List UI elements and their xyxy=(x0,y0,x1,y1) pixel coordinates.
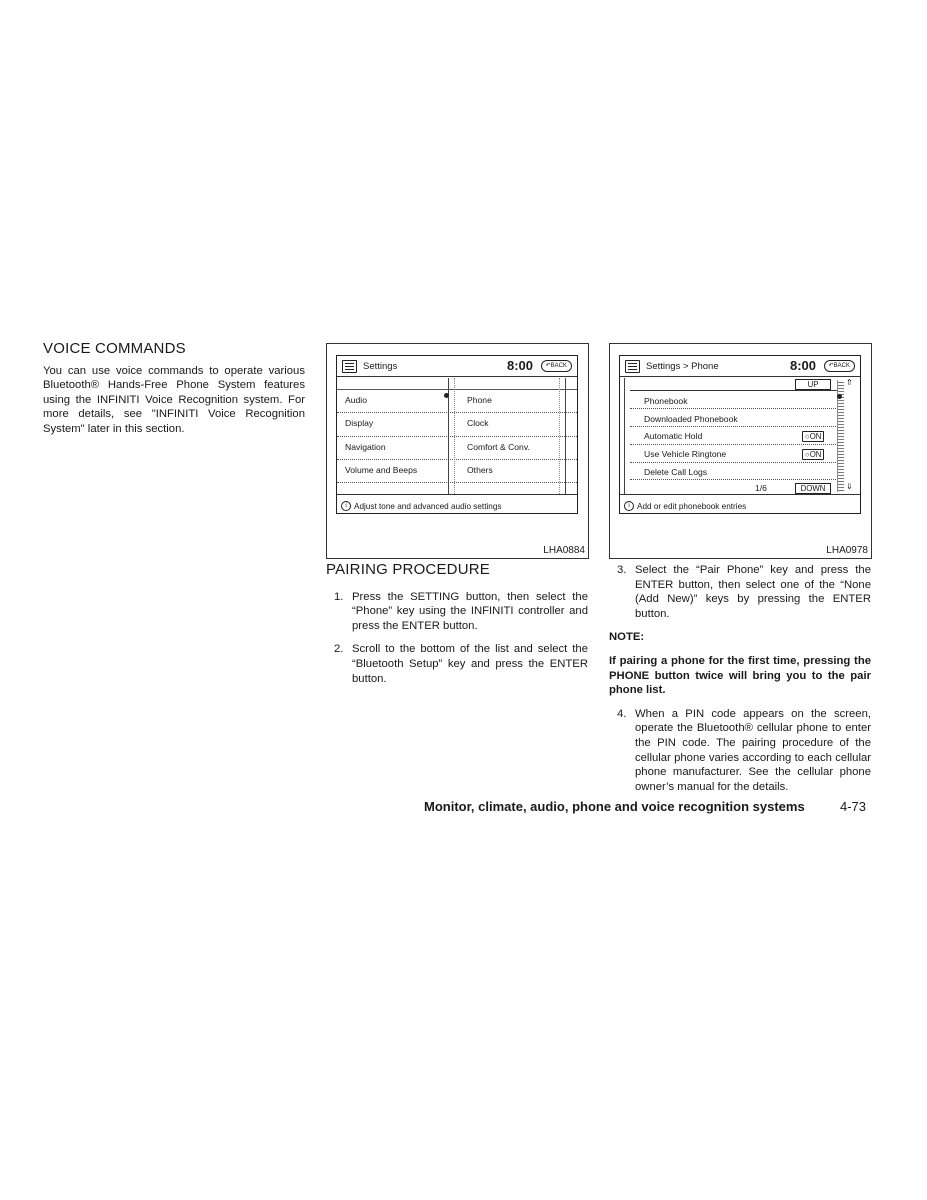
row-divider xyxy=(337,459,577,460)
list-item-use-vehicle-ringtone: Use Vehicle Ringtone xyxy=(644,449,727,459)
menu-item-others: Others xyxy=(467,465,493,475)
step-1 xyxy=(326,590,588,634)
row-divider xyxy=(337,389,577,390)
step-number: 2. xyxy=(334,643,344,656)
back-button: ↶BACK xyxy=(824,360,855,372)
selection-knob xyxy=(444,393,449,398)
toggle-label: ON xyxy=(809,450,822,459)
scroll-thumb xyxy=(837,394,842,399)
row-divider xyxy=(337,482,577,483)
menu-item-clock: Clock xyxy=(467,418,489,428)
scroll-down-icon: ⇓ xyxy=(846,482,853,491)
footer-divider xyxy=(620,494,860,495)
row-divider xyxy=(630,444,842,445)
step-number: 1. xyxy=(334,590,344,603)
voice-commands-heading: VOICE COMMANDS xyxy=(43,340,186,357)
step-text: Select the “Pair Phone” key and press the ENTER button, then select one of the “None (Add New)” keys by pressing the ENTER button. xyxy=(635,564,871,620)
pairing-procedure-section xyxy=(326,563,588,695)
back-button: ↶BACK xyxy=(541,360,572,372)
menu-icon xyxy=(342,360,357,373)
menu-icon xyxy=(625,360,640,373)
back-label: BACK xyxy=(550,363,567,369)
footer-hint: Adjust tone and advanced audio settings xyxy=(354,501,502,511)
menu-item-phone: Phone xyxy=(467,395,492,405)
figure-settings-screen xyxy=(326,343,589,559)
figure-phone-settings-screen xyxy=(609,343,872,559)
automatic-hold-toggle: ○ON xyxy=(802,431,824,442)
toggle-label: ON xyxy=(809,432,822,441)
pairing-procedure-heading: PAIRING PROCEDURE xyxy=(326,561,490,578)
step-number: 3. xyxy=(617,564,627,576)
list-item-downloaded-phonebook: Downloaded Phonebook xyxy=(644,414,738,424)
list-item-phonebook: Phonebook xyxy=(644,396,688,406)
down-button: DOWN xyxy=(795,483,831,494)
vehicle-ringtone-toggle: ○ON xyxy=(802,449,824,460)
row-divider xyxy=(337,436,577,437)
column-divider xyxy=(448,378,455,494)
header-divider xyxy=(337,376,577,377)
chapter-title: Monitor, climate, audio, phone and voice recognition systems xyxy=(424,799,805,814)
header-divider xyxy=(620,376,860,377)
scroll-divider xyxy=(559,378,566,494)
screen-footer xyxy=(341,501,501,511)
menu-item-comfort-and-conv: Comfort & Conv. xyxy=(467,442,530,452)
voice-commands-section xyxy=(43,342,305,437)
screen-title: Settings > Phone xyxy=(646,360,719,372)
row-divider xyxy=(630,390,842,391)
back-label: BACK xyxy=(833,363,850,369)
page-indicator: 1/6 xyxy=(755,483,767,493)
step-4 xyxy=(609,707,871,795)
phone-settings-screen xyxy=(619,355,861,514)
row-divider xyxy=(337,412,577,413)
menu-item-audio: Audio xyxy=(345,395,367,405)
step-number: 4. xyxy=(617,707,627,720)
row-divider xyxy=(630,426,842,427)
step-2 xyxy=(326,642,588,686)
page-number: 4-73 xyxy=(840,799,867,814)
menu-item-volume-and-beeps: Volume and Beeps xyxy=(345,465,418,475)
voice-commands-body: You can use voice commands to operate various Bluetooth® Hands-Free Phone System features using the INFINITI Voice Recognition system. For more details, see "INFINITI Voice Recognition System" later in this section. xyxy=(43,364,305,435)
left-edge-divider xyxy=(624,378,630,494)
info-icon: i xyxy=(624,501,634,511)
figure-code: LHA0884 xyxy=(543,545,585,556)
screen-footer xyxy=(624,501,746,511)
menu-item-navigation: Navigation xyxy=(345,442,386,452)
note-heading: NOTE: xyxy=(609,631,645,644)
screen-clock: 8:00 xyxy=(506,358,533,373)
screen-clock: 8:00 xyxy=(789,358,816,373)
row-divider xyxy=(630,479,842,480)
step-text: Scroll to the bottom of the list and select the “Bluetooth Setup” key and press the ENTER button. xyxy=(352,643,588,685)
footer-divider xyxy=(337,494,577,495)
settings-screen xyxy=(336,355,578,514)
menu-item-display: Display xyxy=(345,418,374,428)
step-3 xyxy=(609,563,871,621)
row-divider xyxy=(630,408,842,409)
footer-hint: Add or edit phonebook entries xyxy=(637,501,747,511)
step-text: When a PIN code appears on the screen, operate the Bluetooth® cellular phone to enter the PIN code. The pairing procedure of the cellular phone varies according to each cellular phone manufacturer. See the cellular phone owner’s manual for the details. xyxy=(635,707,871,793)
info-icon: i xyxy=(341,501,351,511)
row-divider xyxy=(630,462,842,463)
list-item-delete-call-logs: Delete Call Logs xyxy=(644,467,708,477)
up-button: UP xyxy=(795,379,831,390)
scroll-up-icon: ⇑ xyxy=(846,378,853,387)
list-item-automatic-hold: Automatic Hold xyxy=(644,431,703,441)
note-body: If pairing a phone for the first time, pressing the PHONE button twice will bring you to the pair phone list. xyxy=(609,654,871,697)
screen-title: Settings xyxy=(363,360,398,372)
step-text: Press the SETTING button, then select the “Phone” key using the INFINITI controller and press the ENTER button. xyxy=(352,590,588,632)
pairing-procedure-continued xyxy=(609,563,871,803)
figure-code: LHA0978 xyxy=(826,545,868,556)
